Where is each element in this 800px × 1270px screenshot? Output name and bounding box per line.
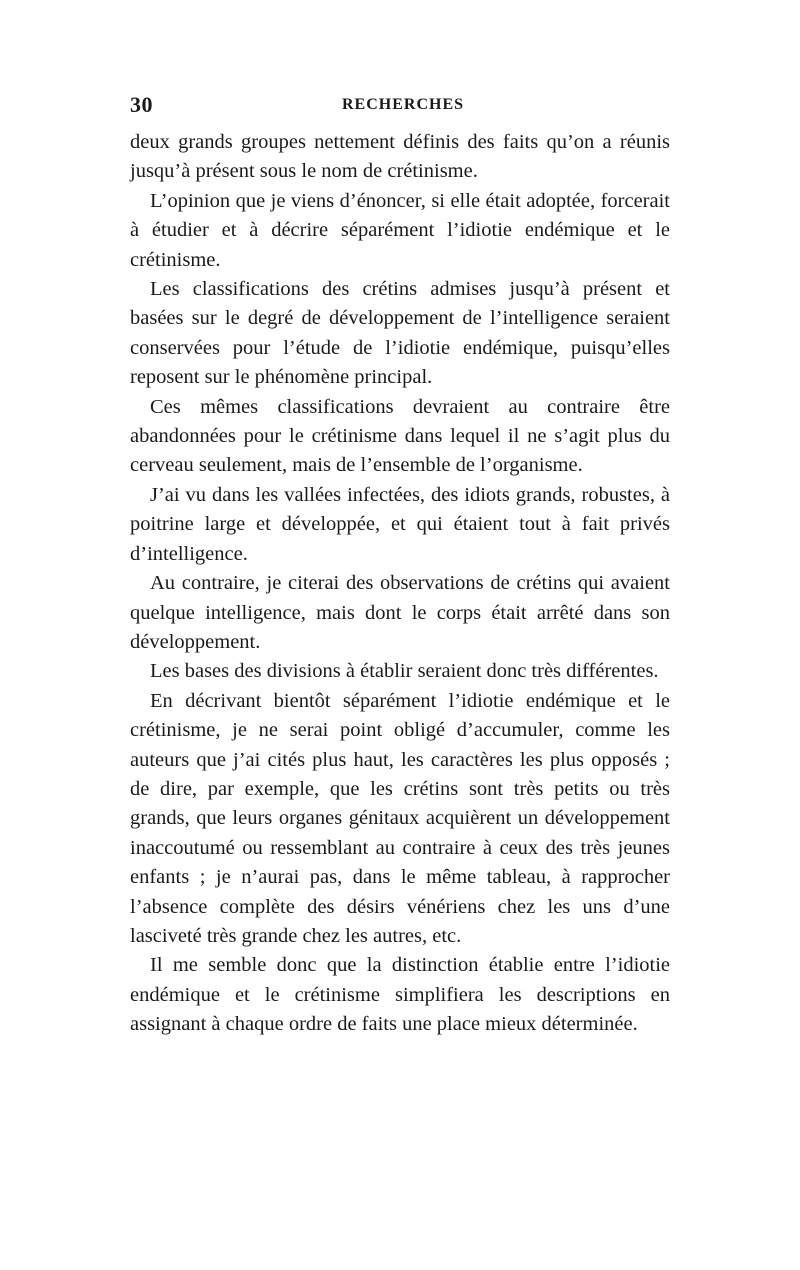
body-text	[130, 128, 670, 1040]
paragraph: Il me semble donc que la distinction établie entre l’idiotie endémique et le crétinisme simplifiera les descriptions en assignant à chaque ordre de faits une place mieux déterminée.	[130, 954, 670, 1036]
paragraph: Au contraire, je citerai des observations de crétins qui avaient quelque intelligence, mais dont le corps était arrêté dans son développement.	[130, 572, 670, 653]
paragraph: Les bases des divisions à établir seraient donc très différentes.	[150, 660, 659, 683]
paragraph: deux grands groupes nettement définis des faits qu’on a réunis jusqu’à présent sous le nom de crétinisme.	[130, 131, 670, 183]
paragraph: Ces mêmes classifications devraient au contraire être abandonnées pour le crétinisme dans lequel il ne s’agit plus du cerveau seulement, mais de l’ensemble de l’organisme.	[130, 395, 670, 477]
page-number: 30	[130, 92, 153, 117]
paragraph: J’ai vu dans les vallées infectées, des idiots grands, robustes, à poitrine large et développée, et qui étaient tout à fait privés d’intelligence.	[130, 483, 670, 565]
running-title: RECHERCHES	[342, 96, 465, 113]
paragraph: Les classifications des crétins admises jusqu’à présent et basées sur le degré de développement de l’intelligence seraient conservées pour l’étude de l’idiotie endémique, puisqu’elles reposent sur le phénomène principal.	[130, 278, 670, 389]
running-head	[130, 92, 670, 122]
paragraph: L’opinion que je viens d’énoncer, si elle était adoptée, forcerait à étudier et à décrire séparément l’idiotie endémique et le crétinisme.	[130, 189, 670, 271]
paragraph: En décrivant bientôt séparément l’idiotie endémique et le crétinisme, je ne serai point obligé d’accumuler, comme les auteurs que j’ai cités plus haut, les caractères les plus opposés ; de dire, par exemple, que les crétins sont très petits ou très grands, que leurs organes génitaux acquièrent un développement inaccoutumé ou ressemblant au contraire à ceux des très jeunes enfants ; je n’aurai pas, dans le même tableau, à rapprocher l’absence complète des désirs vénériens chez les uns d’une lasciveté très grande chez les autres, etc.	[130, 689, 670, 947]
